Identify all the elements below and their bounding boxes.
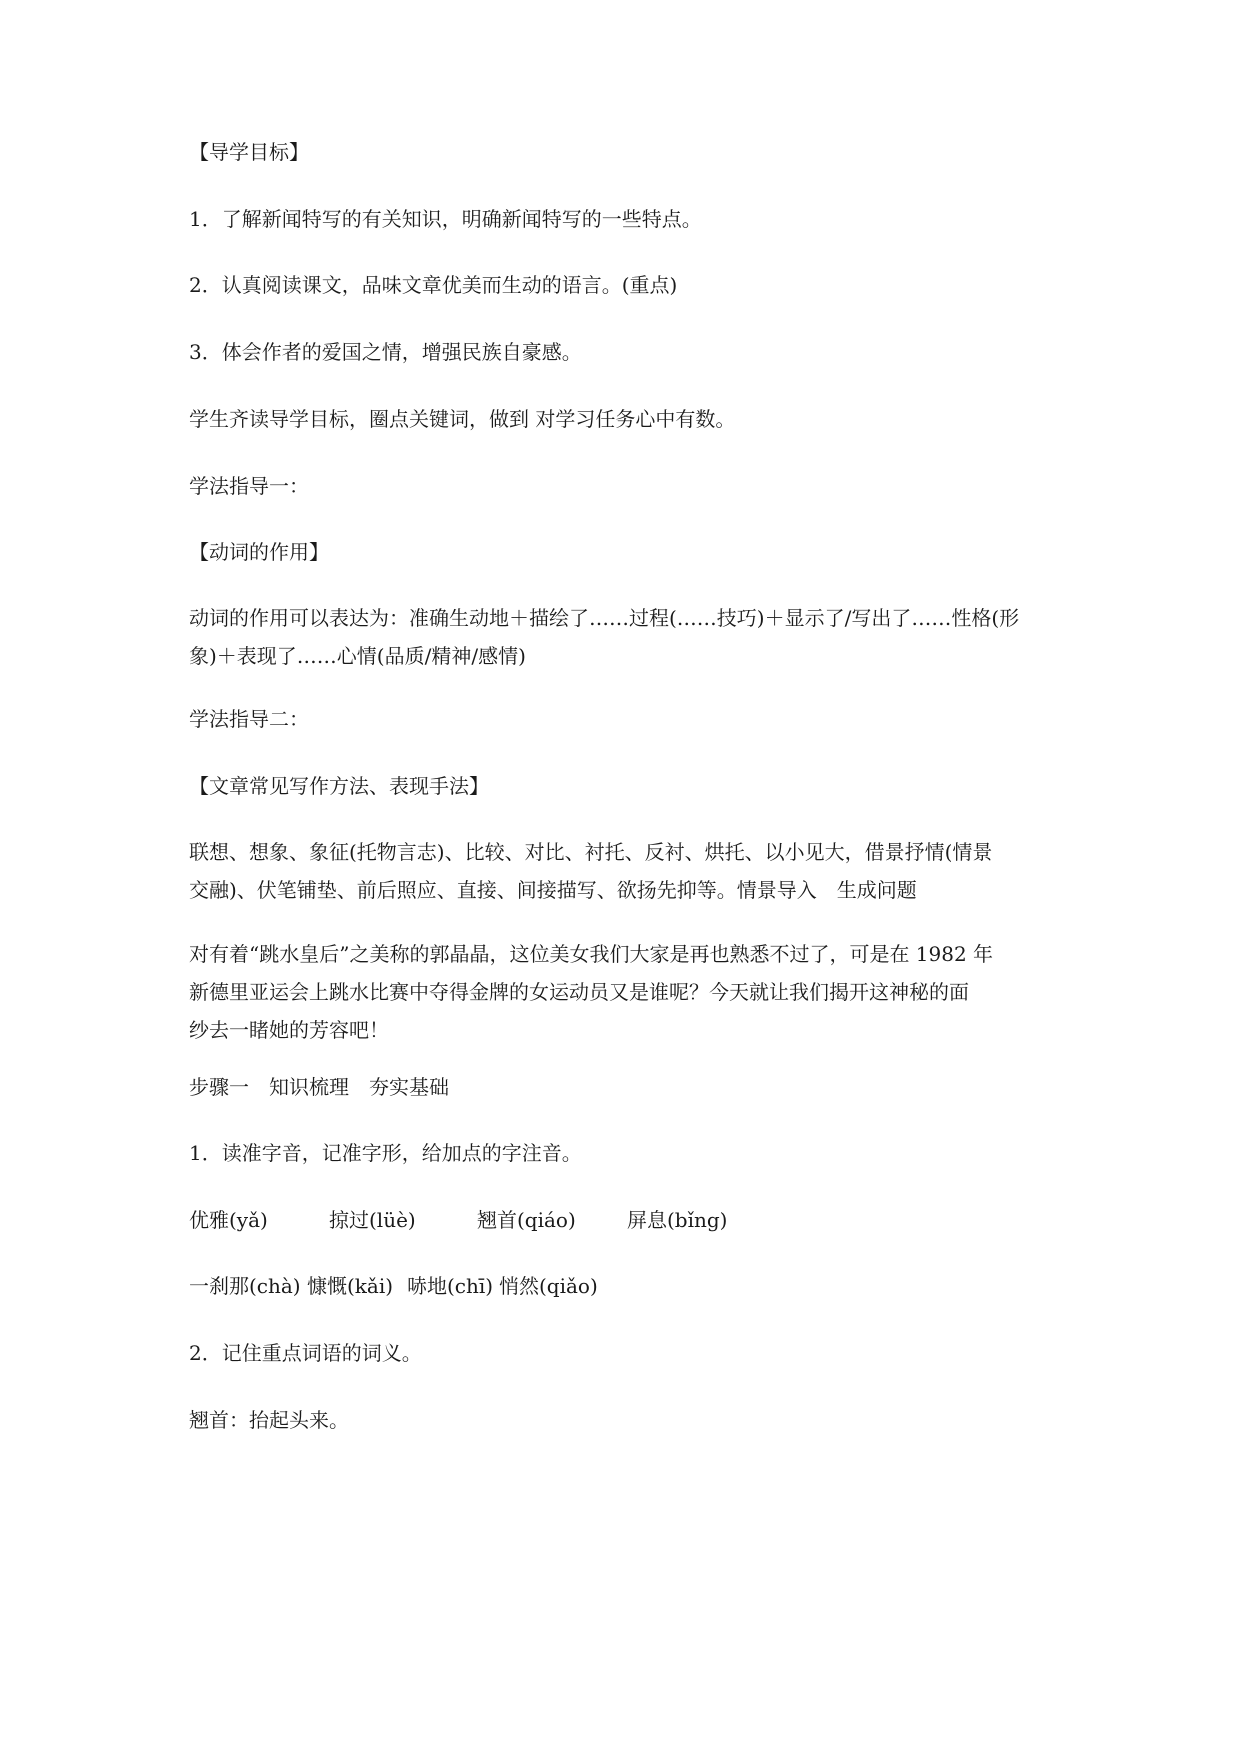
pinyin-row-1	[189, 1201, 1059, 1239]
goal-item-2: 2．认真阅读课文，品味文章优美而生动的语言。(重点)	[189, 273, 678, 297]
verb-line-1: 动词的作用可以表达为：准确生动地＋描绘了……过程(……技巧)＋显示了/写出了……性格(形	[189, 606, 1020, 630]
goal-item-3: 3．体会作者的爱国之情，增强民族自豪感。	[189, 340, 582, 364]
pinyin-item: 一刹那(chà)	[189, 1274, 301, 1298]
pinyin-item: 悄然(qiǎo)	[499, 1274, 598, 1298]
method-2-label: 学法指导二：	[189, 707, 309, 731]
pinyin-item: 翘首(qiáo)	[477, 1208, 576, 1232]
verb-line-2: 象)＋表现了……心情(品质/精神/感情)	[189, 644, 526, 668]
intro-line-3: 纱去一睹她的芳容吧！	[189, 1018, 389, 1042]
method-1-label: 学法指导一：	[189, 474, 309, 498]
pinyin-item: 屏息(bǐng)	[627, 1208, 728, 1232]
goal-item-1: 1．了解新闻特写的有关知识，明确新闻特写的一些特点。	[189, 207, 702, 231]
definition-1: 翘首：抬起头来。	[189, 1408, 349, 1432]
task-2: 2．记住重点词语的词义。	[189, 1341, 422, 1365]
pinyin-item: 优雅(yǎ)	[189, 1208, 268, 1232]
pinyin-item: 掠过(lüè)	[329, 1208, 416, 1232]
goal-heading: 【导学目标】	[189, 140, 309, 164]
verb-heading: 【动词的作用】	[189, 540, 329, 564]
pinyin-row-2	[189, 1267, 1059, 1305]
intro-line-2: 新德里亚运会上跳水比赛中夺得金牌的女运动员又是谁呢？今天就让我们揭开这神秘的面	[189, 980, 969, 1004]
writing-heading: 【文章常见写作方法、表现手法】	[189, 774, 489, 798]
goal-note: 学生齐读导学目标，圈点关键词，做到 对学习任务心中有数。	[189, 407, 736, 431]
task-1: 1．读准字音，记准字形，给加点的字注音。	[189, 1141, 582, 1165]
step-1-heading: 步骤一 知识梳理 夯实基础	[189, 1075, 449, 1099]
verb-paragraph	[189, 599, 1059, 675]
pinyin-item: 哧地(chī)	[407, 1274, 494, 1298]
writing-paragraph	[189, 833, 1059, 909]
writing-line-2: 交融)、伏笔铺垫、前后照应、直接、间接描写、欲扬先抑等。情景导入 生成问题	[189, 878, 917, 902]
intro-paragraph	[189, 935, 1059, 1049]
writing-line-1: 联想、想象、象征(托物言志)、比较、对比、衬托、反衬、烘托、以小见大，借景抒情(情景	[189, 840, 993, 864]
intro-line-1: 对有着“跳水皇后”之美称的郭晶晶，这位美女我们大家是再也熟悉不过了，可是在 1982 年	[189, 942, 994, 966]
pinyin-item: 慷慨(kǎi)	[307, 1274, 394, 1298]
